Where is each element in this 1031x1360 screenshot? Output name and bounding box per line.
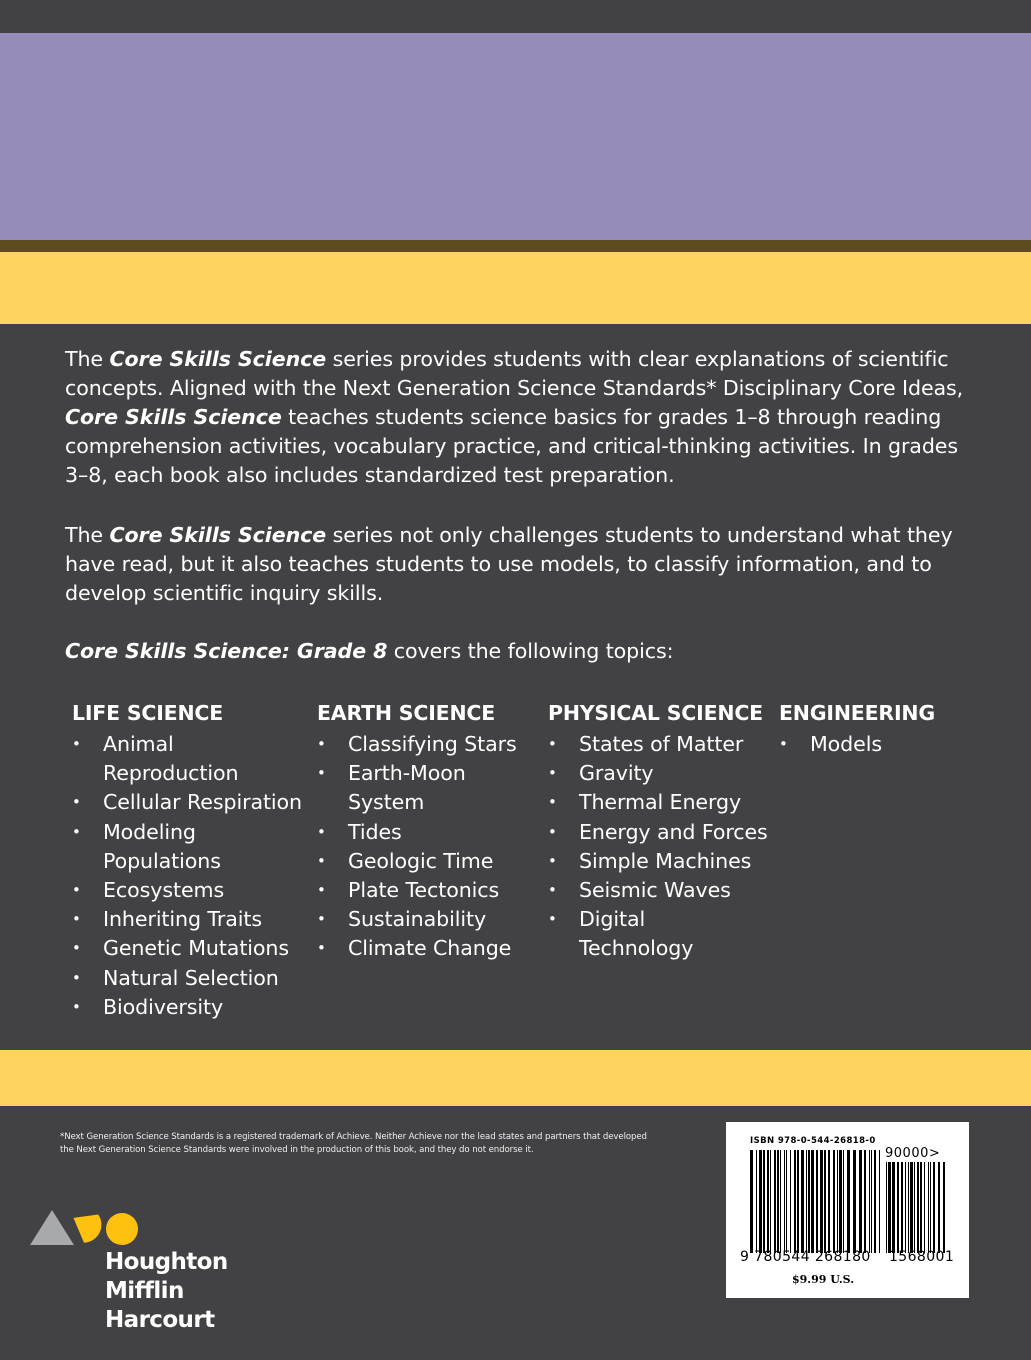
- text-run: series provides students with clear explanations of scientific concepts. Aligned with the Next Generation Science Standards* Disciplinary Core Ideas,: [65, 347, 964, 400]
- topic-heading: LIFE SCIENCE: [72, 701, 224, 725]
- list-item: • Models: [779, 730, 979, 759]
- barcode-bar: [797, 1150, 799, 1253]
- list-item: • Simple Machines: [548, 847, 778, 876]
- barcode-bar: [910, 1162, 913, 1253]
- top-dark-band: [0, 0, 1031, 33]
- barcode-bar: [774, 1150, 776, 1253]
- barcode-bar: [763, 1150, 765, 1253]
- topic-heading: PHYSICAL SCIENCE: [548, 701, 763, 725]
- list-item: • Thermal Energy: [548, 788, 778, 817]
- barcode-bar: [938, 1162, 940, 1253]
- barcode-box: [726, 1122, 969, 1298]
- list-item: • States of Matter: [548, 730, 778, 759]
- barcode-bar: [806, 1150, 807, 1253]
- price-addon-digits: 90000>: [885, 1146, 941, 1161]
- barcode-bar: [750, 1150, 753, 1253]
- series-name: Core Skills Science: [65, 405, 282, 429]
- barcode-bar: [928, 1162, 929, 1253]
- barcode-bar: [767, 1150, 769, 1253]
- intro-paragraph-1: [65, 345, 965, 490]
- list-item: • Geologic Time: [317, 847, 542, 876]
- barcode-bar: [920, 1162, 922, 1253]
- barcode-bar: [833, 1150, 835, 1253]
- barcode-bar: [917, 1162, 919, 1253]
- list-item: • Gravity: [548, 759, 778, 788]
- barcode-bar: [811, 1150, 814, 1253]
- barcode-bar: [790, 1150, 791, 1253]
- intro-paragraph-2: [65, 521, 965, 608]
- list-item: • Modeling Populations: [72, 818, 307, 876]
- trademark-footnote: *Next Generation Science Standards is a registered trademark of Achieve. Neither Achieve nor the lead states and partners that developed the Next Generation Science Standards were involved in the production of this book, and they do not endorse it.: [60, 1132, 647, 1155]
- list-item: • Sustainability: [317, 905, 542, 934]
- purple-band: [0, 33, 1031, 240]
- barcode-bar: [820, 1150, 823, 1253]
- list-item: • Classifying Stars: [317, 730, 542, 759]
- barcode-bar: [786, 1150, 787, 1253]
- barcode-bar: [824, 1150, 826, 1253]
- barcode-bar: [801, 1150, 804, 1253]
- barcode-bar: [816, 1150, 818, 1253]
- logo-triangle-shape: [30, 1210, 74, 1245]
- topics-intro: [65, 637, 965, 666]
- list-item: • Plate Tectonics: [317, 876, 542, 905]
- barcode-bar: [888, 1162, 891, 1253]
- barcode-bar: [901, 1162, 903, 1253]
- logo-circle-shape: [106, 1213, 138, 1245]
- logo-leaf-shape: [73, 1214, 103, 1244]
- barcode-bar: [837, 1150, 838, 1253]
- barcode-bar: [914, 1162, 915, 1253]
- topic-column-earth-science: [317, 698, 542, 964]
- list-item: • Genetic Mutations: [72, 934, 307, 963]
- ean-barcode-icon: [750, 1150, 882, 1253]
- ean-digits: 9 780544 268180: [740, 1249, 871, 1265]
- barcode-bar: [897, 1162, 899, 1253]
- book-title: Core Skills Science: Grade 8: [65, 639, 388, 663]
- topic-column-physical-science: [548, 698, 778, 964]
- barcode-bar: [879, 1150, 880, 1253]
- list-item: • Natural Selection: [72, 964, 307, 993]
- price-label: $9.99 U.S.: [792, 1273, 855, 1286]
- topic-list: [72, 730, 307, 1022]
- barcode-bar: [839, 1150, 842, 1253]
- product-code: 1568001: [889, 1249, 955, 1265]
- publisher-name-line: Mifflin: [105, 1278, 184, 1304]
- list-item: • Ecosystems: [72, 876, 307, 905]
- publisher-name: [105, 1248, 228, 1335]
- barcode-bar: [905, 1162, 906, 1253]
- topic-list: [779, 730, 979, 759]
- topic-heading: EARTH SCIENCE: [317, 701, 496, 725]
- text-run: series not only challenges students to understand what they have read, but it also teaches students to use models, to classify information, and to develop scientific inquiry skills.: [65, 523, 953, 605]
- barcode-bar: [874, 1150, 876, 1253]
- list-item: • Inheriting Traits: [72, 905, 307, 934]
- text-run: covers the following topics:: [387, 639, 674, 663]
- barcode-bar: [930, 1162, 931, 1253]
- barcode-bar: [864, 1150, 866, 1253]
- list-item: • Earth-Moon System: [317, 759, 478, 817]
- barcode-bar: [828, 1150, 830, 1253]
- barcode-bar: [859, 1150, 862, 1253]
- barcode-bar: [908, 1162, 909, 1253]
- yellow-band-bottom: [0, 1050, 1031, 1106]
- list-item: • Biodiversity: [72, 993, 307, 1022]
- topic-list: [548, 730, 778, 964]
- topic-column-engineering: [779, 698, 979, 759]
- text-run: teaches students science basics for grades 1–8 through reading comprehension activities, vocabulary practice, and critical-thinking activities. In grades 3–8, each book also includes standardized test preparation.: [65, 405, 959, 487]
- addon-barcode-icon: [886, 1162, 948, 1253]
- barcode-bar: [780, 1150, 781, 1253]
- barcode-bar: [853, 1150, 856, 1253]
- barcode-bar: [943, 1162, 945, 1253]
- topic-list: [317, 730, 542, 964]
- barcode-bar: [759, 1150, 762, 1253]
- barcode-bar: [756, 1150, 757, 1253]
- list-item: • Digital Technology: [548, 905, 699, 963]
- list-item: • Energy and Forces: [548, 818, 778, 847]
- series-name: Core Skills Science: [109, 347, 327, 371]
- text-run: The: [65, 523, 110, 547]
- barcode-bar: [924, 1162, 925, 1253]
- barcode-bar: [770, 1150, 771, 1253]
- barcode-bar: [847, 1150, 850, 1253]
- barcode-bar: [892, 1162, 895, 1253]
- topic-column-life-science: [72, 698, 307, 1022]
- barcode-bar: [886, 1162, 887, 1253]
- barcode-bar: [933, 1162, 935, 1253]
- list-item: • Tides: [317, 818, 542, 847]
- brown-stripe: [0, 240, 1031, 252]
- publisher-name-line: Houghton: [105, 1249, 228, 1275]
- series-name: Core Skills Science: [109, 523, 327, 547]
- publisher-name-line: Harcourt: [105, 1307, 215, 1333]
- barcode-bar: [784, 1150, 785, 1253]
- barcode-bar: [794, 1150, 796, 1253]
- list-item: • Climate Change: [317, 934, 542, 963]
- barcode-bar: [871, 1150, 872, 1253]
- list-item: • Cellular Respiration: [72, 788, 307, 817]
- barcode-bar: [869, 1150, 870, 1253]
- list-item: • Seismic Waves: [548, 876, 778, 905]
- barcode-bar: [808, 1150, 810, 1253]
- topic-heading: ENGINEERING: [779, 701, 935, 725]
- barcode-bar: [777, 1150, 779, 1253]
- isbn-label: ISBN 978-0-544-26818-0: [750, 1136, 876, 1146]
- text-run: The: [65, 347, 110, 371]
- barcode-bar: [843, 1150, 844, 1253]
- list-item: • Animal Reproduction: [72, 730, 307, 788]
- yellow-band-top: [0, 252, 1031, 324]
